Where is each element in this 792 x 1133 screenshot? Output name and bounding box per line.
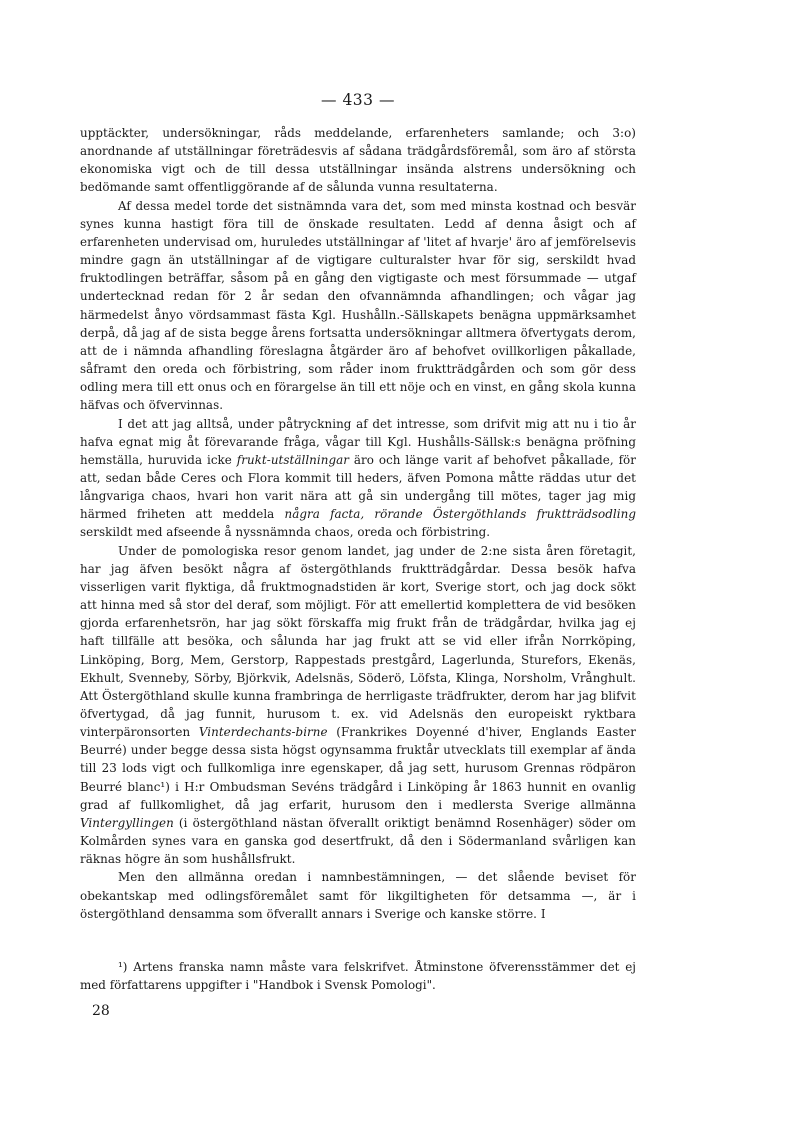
paragraph-3-text-b: äro och länge varit af behofvet påkallade, för att, sedan både Ceres och Flora kommit till heders, äfven Pomona måtte räddas utur det långvariga chaos, hvari hon varit nära att gå sin undergång till mötes, tager jag mig härmed friheten att meddela [80, 452, 636, 522]
paragraph-3-italic-a: frukt-utställningar [236, 452, 349, 467]
page-number: — 433 — [321, 91, 395, 109]
paragraph-3-text-c: serskildt med afseende å nyssnämnda chaos, oreda och förbistring. [80, 525, 491, 540]
page-body [80, 90, 636, 923]
paragraph-5 [80, 868, 636, 922]
paragraph-3 [80, 415, 636, 542]
paragraph-4-text-b: (Frankrikes Doyenné d'hiver, Englands Easter Beurré) under begge dessa sista högst ogynsamma fruktår utvecklats till exemplar af ända till 23 lods vigt och fullkomliga inre egenskaper, då jag sett, hurusom Grennas rödpäron Beurré blanc¹) i H:r Ombudsman Sevéns trädgård i Linköping år 1863 hunnit en ovanlig grad af fullkomlighet, då jag erfarit, hurusom den i medlersta Sverige allmänna [80, 725, 637, 812]
paragraph-1-text: upptäckter, undersökningar, råds meddelande, erfarenheters samlande; och 3:o) anordnande af utställningar företrädesvis af sådana trädgårdsföremål, som äro af största ekonomiska vigt och de till dessa utställningar insända alstrens undersökning och bedömande samt offentliggörande af de sålunda vunna resultaterna. [80, 126, 636, 195]
paragraph-2 [80, 197, 636, 415]
body-text [80, 124, 636, 923]
paragraph-5-text: Men den allmänna oredan i namnbestämningen, — det slående beviset för obekantskap med odlingsföremålet samt för likgiltigheten för detsamma —, är i östergöthland densamma som öfverallt annars i Sverige och kanske större. I [80, 870, 636, 921]
footnote: ¹) Artens franska namn måste vara felskrifvet. Åtminstone öfverensstämmer det ej med författarens uppgifter i "Handbok i Svensk Pomologi". [80, 960, 636, 992]
paragraph-4 [80, 542, 636, 869]
paragraph-4-text-c: (i östergöthland nästan öfverallt oriktigt benämnd Rosenhäger) söder om Kolmården synes vara en ganska god desertfrukt, då den i Södermanland svårligen kan räknas högre än som hushållsfrukt. [80, 815, 636, 867]
paragraph-1 [80, 124, 636, 197]
paragraph-4-text-a: Under de pomologiska resor genom landet, jag under de 2:ne sista åren företagit, har jag äfven besökt några af östergöthlands fruktträdgårdar. Dessa besök hafva visserligen varit flyktiga, då fruktmognadstiden är kort, Sverige stort, och jag dock sökt att hinna med så stor del deraf, som möjligt. För att emellertid komplettera de vid besöken gjorda erfarenhetsrön, har jag sökt förskaffa mig frukt från de trädgårdar, hvilka jag ej haft tillfälle att besöka, och sålunda har jag frukt att se vid eller ifrån Norrköping, Linköping, Borg, Mem, Gerstorp, Rappestads prestgård, Lagerlunda, Sturefors, Ekenäs, Ekhult, Svenneby, Sörby, Björkvik, Adelsnäs, Söderö, Löfsta, Klinga, Norsholm, Vrånghult. Att Östergöthland skulle kunna frambringa de herrligaste trädfrukter, derom har jag blifvit öfvertygad, då jag funnit, hurusom t. ex. vid Adelsnäs den europeiskt ryktbara vinterpäronsorten [80, 543, 636, 740]
paragraph-3-italic-b: några facta, rörande Östergöthlands fruktträdsodling [284, 507, 637, 522]
signature-mark: 28 [92, 1003, 110, 1019]
paragraph-2-text: Af dessa medel torde det sistnämnda vara det, som med minsta kostnad och besvär synes kunna hastigt föra till de önskade resultaten. Ledd af denna åsigt och af erfarenheten undervisad om, huruledes utställningar af 'litet af hvarje' äro af jemförelsevis mindre gagn än utställningar af de vigtigare culturalster hvar för sig, serskildt hvad fruktodlingen beträffar, såsom på en gång den vigtigaste och mest försummade — utgaf undertecknad redan för 2 år sedan den ofvannämnda afhandlingen; och vågar jag härmedelst ånyo vördsammast fästa Kgl. Hushålln.-Sällskapets benägna uppmärksamhet derpå, då jag af de sista begge årens fortsatta undersökningar alltmera öfvertygats derom, att de i nämnda afhandling föreslagna åtgärder äro af behofvet ovillkorligen påkallade, såframt den oreda och förbistring, som råder inom fruktträdgården och som gör dess odling mera till ett onus och en förargelse än till ett nöje och en vinst, en gång skola kunna häfvas och öfvervinnas. [80, 198, 636, 413]
paragraph-4-italic-b: Vintergyllingen [80, 815, 174, 830]
paragraph-4-italic-a: Vinterdechants-birne [198, 725, 328, 740]
paragraph-3-text-a: I det att jag alltså, under påtryckning af det intresse, som drifvit mig att nu i tio år hafva egnat mig åt förevarande fråga, vågar till Kgl. Hushålls-Sällsk:s benägna pröfning hemställa, huruvida icke [80, 416, 636, 467]
